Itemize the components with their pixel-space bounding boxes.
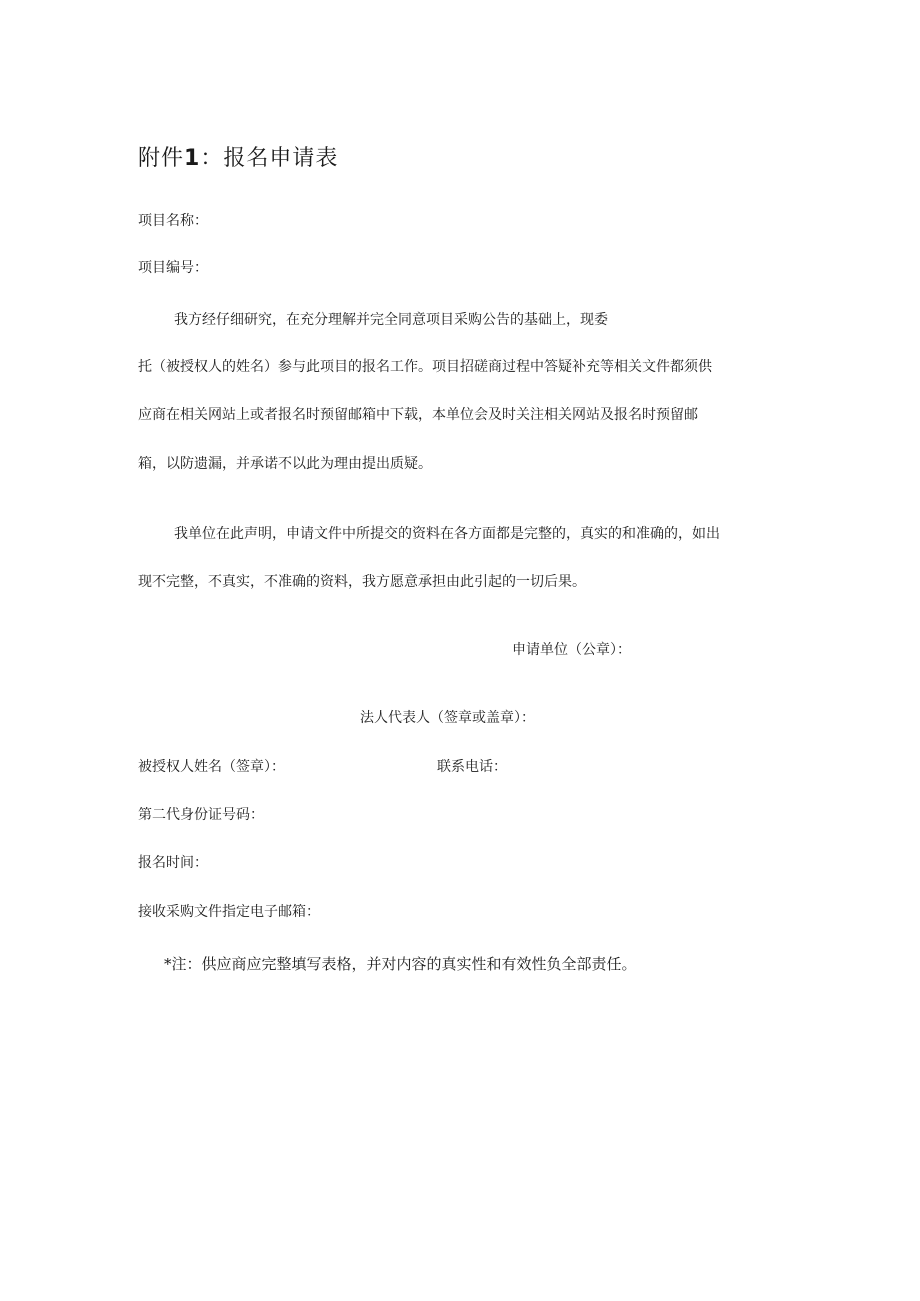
contact-phone-label: 联系电话： xyxy=(437,759,507,775)
footnote: *注：供应商应完整填写表格，并对内容的真实性和有效性负全部责任。 xyxy=(164,955,637,973)
project-code-label: 项目编号： xyxy=(138,260,208,276)
project-name-label: 项目名称： xyxy=(138,213,208,229)
paragraph1-line2: 托（被授权人的姓名）参与此项目的报名工作。项目招磋商过程中答疑补充等相关文件都须供 xyxy=(138,359,712,375)
paragraph2-line2: 现不完整，不真实，不准确的资料，我方愿意承担由此引起的一切后果。 xyxy=(138,574,586,590)
paragraph1-line3: 应商在相关网站上或者报名时预留邮箱中下载，本单位会及时关注相关网站及报名时预留邮 xyxy=(138,407,698,423)
paragraph2-line1: 我单位在此声明，申请文件中所提交的资料在各方面都是完整的，真实的和准确的，如出 xyxy=(174,526,720,542)
paragraph1-line4: 箱，以防遗漏，并承诺不以此为理由提出质疑。 xyxy=(138,456,432,472)
paragraph1-line1: 我方经仔细研究，在充分理解并完全同意项目采购公告的基础上，现委 xyxy=(174,312,608,328)
authorized-person-label: 被授权人姓名（签章）： xyxy=(138,759,285,775)
applicant-unit-label: 申请单位（公章）： xyxy=(512,642,631,658)
title-number: 1 xyxy=(184,146,201,171)
title-text: 报名申请表 xyxy=(223,146,339,171)
registration-time-label: 报名时间： xyxy=(138,855,208,871)
email-label: 接收采购文件指定电子邮箱： xyxy=(138,904,320,920)
id-number-label: 第二代身份证号码： xyxy=(138,807,264,823)
legal-rep-label: 法人代表人（签章或盖章）： xyxy=(360,710,535,726)
title-prefix: 附件 xyxy=(138,146,185,171)
page-title xyxy=(138,144,338,174)
title-colon: ： xyxy=(200,146,224,171)
